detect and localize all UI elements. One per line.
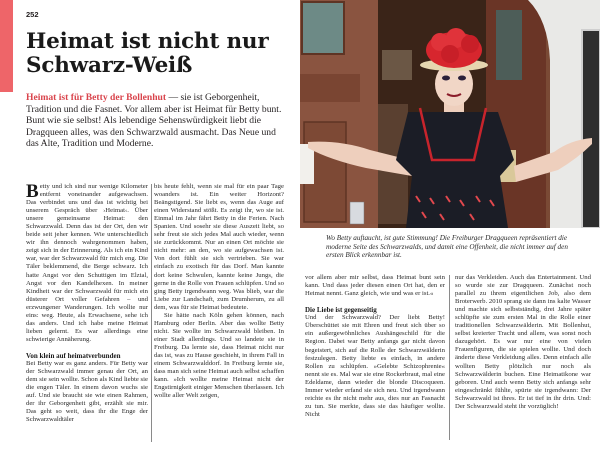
column-divider [151, 184, 152, 442]
title-line-1: Heimat ist nicht nur [26, 29, 269, 54]
body-paragraph: Und der Schwarzwald? Der liebt Betty! Überschüttet sie mit Ehren und freut sich über so ein außergewöhnliches Aushängeschild für die Region. Dabei war Betty anfangs gar nicht davon begeistert, sich auf die Rolle der Schwarzwälderin festzulegen. Betty liebte es einfach, in andere Rollen zu schlüpfen. »Gelebte Schizophrenie« nennt sie es. Mal war sie eine Rockerbraut, mal eine Edeldame, dann wieder die blonde Discoqueen. Immer wieder erfand sie sich neu. Und irgendwann reichte es ihr nicht mehr aus, dies nur an Fasnacht zu tun. Sie merkte, dass sie das häufiger wollte. Nicht [305, 314, 445, 418]
accent-bar [0, 0, 13, 92]
intro-paragraph: Betty und ich sind nur wenige Kilometer entfernt voneinander aufgewachsen. Das verbindet uns und das ist wichtig bei unserem Gespräch über ›Heimat‹. Über unsere gemeinsame Heimat: den Schwarzwald. Denn das ist der Ort, den wir beide seit jeher kennen. Wie unterschiedlich wir ihn dennoch wahrgenommen haben, zeigt sich in der Erinnerung. Als ich ein Kind war, war der Schwarzwald für mich eng. Die Täler beklemmend, die Berge schwarz. Ich hatte Angst vor den Schuttigen im Elztal, Angst vor den Kandelhexen. In meiner Kindheit war der Schwarzwald für mich ein düsterer Ort voller Gefahren – und erzwungener Wanderungen. Ich wollte nur eins: weg. Heute, als Erwachsene, sehe ich das anders. Und ich habe meine Heimat lieben gelernt. Es war allerdings eine schwierige Annäherung. [26, 181, 148, 343]
subheading-liebe-gegenseitig: Die Liebe ist gegenseitig [305, 306, 377, 315]
drop-cap: B [26, 181, 39, 202]
body-column-2 [154, 183, 284, 400]
body-paragraph: Sie hätte nach Köln gehen können, nach Hamburg oder Berlin. Aber das wollte Betty nicht. Sie wollte im Schwarzwald bleiben. In einer Stadt allerdings. Und so landete sie in Freiburg. Da lernte sie, dass Heimat nicht nur das ist, was zu Hause geschieht, in ihrem Fall in einem Schwarzwalddorf. In Freiburg lernte sie, dass man sich seine Heimat auch selbst schaffen kann. »Ich wollte meine Heimat nicht der Engstirnigkeit einiger Menschen überlassen. Ich wollte aller Welt zeigen, [154, 311, 284, 400]
subheading-heimatverbunden: Von klein auf heimatverbunden [26, 351, 121, 360]
photo-illustration [300, 0, 600, 228]
body-paragraph: bis heute fehlt, wenn sie mal für ein paar Tage woanders ist. Ein weiter Horizont? Beängstigend. Sie liebt es, wenn das Auge auf einen Widerstand stößt. Es zeigt ihr, wo sie ist. Einmal im Jahr fährt Betty in die Ferien. Nach Spanien. Und sosehr sie diese Auszeit liebt, so sehr freut sie sich jedes Mal auch wieder, wenn sie zurückkommt. Nur an einen Ort möchte sie nicht mehr: an den, wo sie aufgewachsen ist. Von dort fühlt sie sich vertrieben. Sie war einfach zu exotisch für das Dorf. Man kannte dort keine Schwulen, kannte keine Jungs, die gerne in die Rolle von Frauen schlüpfen. Und so ging Betty irgendwann weg. Was blieb, war die Liebe zur Landschaft, zum Drumherum, zu all dem, was für sie Heimat bedeutete. [154, 183, 284, 311]
feature-photo [300, 0, 600, 228]
page-title [26, 30, 296, 78]
body-paragraph: nur das Verkleiden. Auch das Entertainment. Und so wurde sie zur Dragqueen. Zunächst noch parallel zu ihrem eigentlichen Job, also dem Broterwerb. 2010 sprang sie dann ins kalte Wasser und machte sich selbstständig, drei Jahre später schlüpfte sie zum ersten Mal in die Rolle einer traditionellen Schwarzwälderin. Mit Bollenhut, selbst kreierter Tracht und allem, was sonst noch dazugehört. Es war nur eine von vielen Frauenfiguren, die sie spielen wollte. Und doch änderte diese Verkleidung alles. Denn einfach alle wollten Betty plötzlich nur noch als Schwarzwälderin buchen. Eine Heimatikone war geboren. Und auch wenn Betty sich anfangs sehr eingeschränkt fühlte, spürte sie irgendwann: Der Schwarzwald ist ihres. Er ist tief in ihr drin. Und: Der Schwarzwald steht ihr vorzüglich! [455, 274, 591, 410]
body-paragraph: Bei Betty war es ganz anders. Für Betty war der Schwarzwald immer genau der Ort, an dem sie sein wollte. Schon als Kind liebte sie die engen Täler. In einem davon wuchs sie auf. Und sie braucht sie wie einen Rahmen, der ihr Geborgenheit gibt, erzählt sie mir. Das geht so weit, dass ihr die Enge der Schwarzwaldtäler [26, 360, 148, 424]
body-column-1 [26, 183, 148, 425]
body-column-3 [305, 274, 445, 419]
page-number: 252 [26, 10, 39, 19]
lede-text: — sie ist Geborgenheit, Tradition und die Fasnet. Vor allem aber ist Heimat für Betty bunt. Bunt wie sie selbst! Als lebendige Sehenswürdigkeit liebt die Dragqueen alles, was den Schwarzwald ausmacht. Das Neue und das Alte, Tradition und Moderne. [26, 92, 282, 150]
lede-paragraph [26, 92, 288, 150]
body-paragraph: vor allem aber mir selbst, dass Heimat bunt sein kann. Und dass jeder diesen einen Ort hat, den er Heimat nennt. Ganz gleich, wie und was er ist.« [305, 274, 445, 298]
body-column-4 [455, 274, 591, 411]
photo-caption: Wo Betty auftaucht, ist gute Stimmung! Die Freiburger Dragqueen repräsentiert die moderne Seite des Schwarzwalds, und damit eine Offenheit, die nicht immer auf den ersten Blick erkennbar ist. [326, 234, 568, 260]
column-divider [449, 275, 450, 440]
lede-highlight: Heimat ist für Betty der Bollenhut [26, 92, 167, 103]
title-line-2: Schwarz-Weiß [26, 53, 193, 78]
